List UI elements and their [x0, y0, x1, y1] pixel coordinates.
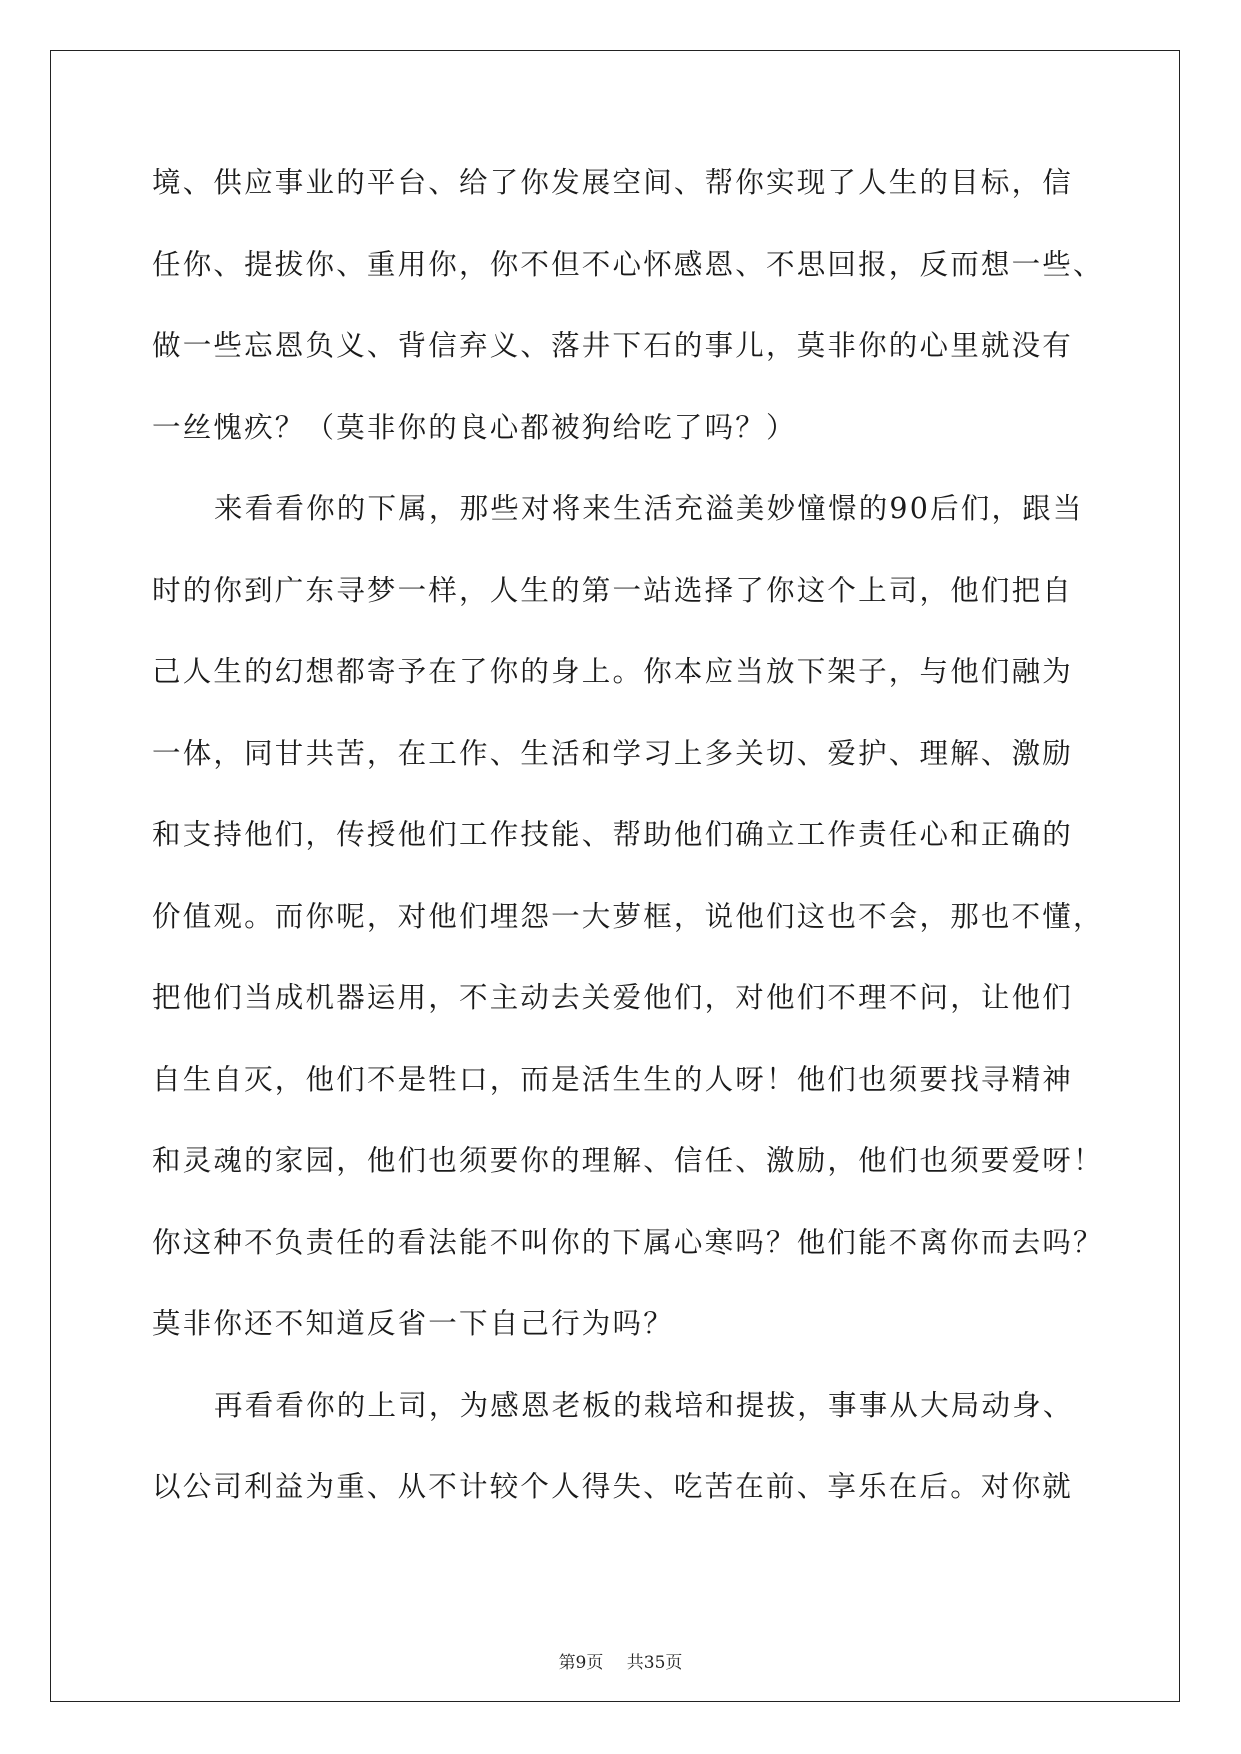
text-line: 和灵魂的家园，他们也须要你的理解、信任、激励，他们也须要爱呀！ [152, 1144, 1104, 1177]
body-text [152, 163, 1104, 1549]
paragraph-start-line: 再看看你的上司，为感恩老板的栽培和提拔，事事从大局动身、 [214, 1388, 1074, 1422]
text-line: 莫非你还不知道反省一下自己行为吗？ [152, 1307, 674, 1340]
text-line: 把他们当成机器运用，不主动去关爱他们，对他们不理不问，让他们 [152, 981, 1074, 1014]
page-number: 第9页 [558, 1653, 604, 1673]
text-line: 一体，同甘共苦，在工作、生活和学习上多关切、爱护、理解、激励 [152, 736, 1074, 770]
text-line: 己人生的幻想都寄予在了你的身上。你本应当放下架子，与他们融为 [152, 655, 1074, 688]
page-footer [0, 1648, 1241, 1673]
text-line: 做一些忘恩负义、背信弃义、落井下石的事儿，莫非你的心里就没有 [152, 329, 1074, 362]
text-line: 价值观。而你呢，对他们埋怨一大萝框，说他们这也不会，那也不懂， [152, 899, 1104, 933]
text-line: 以公司利益为重、从不计较个人得失、吃苦在前、享乐在后。对你就 [152, 1470, 1074, 1503]
page-total: 共35页 [626, 1653, 683, 1673]
text-line: 自生自灭，他们不是牲口，而是活生生的人呀！他们也须要找寻精神 [152, 1062, 1074, 1096]
paragraph-start-line: 来看看你的下属，那些对将来生活充溢美妙憧憬的90后们，跟当 [214, 492, 1084, 525]
text-line: 任你、提拔你、重用你，你不但不心怀感恩、不思回报，反而想一些、 [152, 247, 1104, 281]
text-line: 和支持他们，传授他们工作技能、帮助他们确立工作责任心和正确的 [152, 818, 1074, 851]
text-line: 境、供应事业的平台、给了你发展空间、帮你实现了人生的目标，信 [152, 166, 1074, 199]
text-line: 一丝愧疚？（莫非你的良心都被狗给吃了吗？） [152, 410, 797, 444]
text-line: 你这种不负责任的看法能不叫你的下属心寒吗？他们能不离你而去吗？ [152, 1225, 1104, 1259]
text-line: 时的你到广东寻梦一样，人生的第一站选择了你这个上司，他们把自 [152, 573, 1074, 607]
